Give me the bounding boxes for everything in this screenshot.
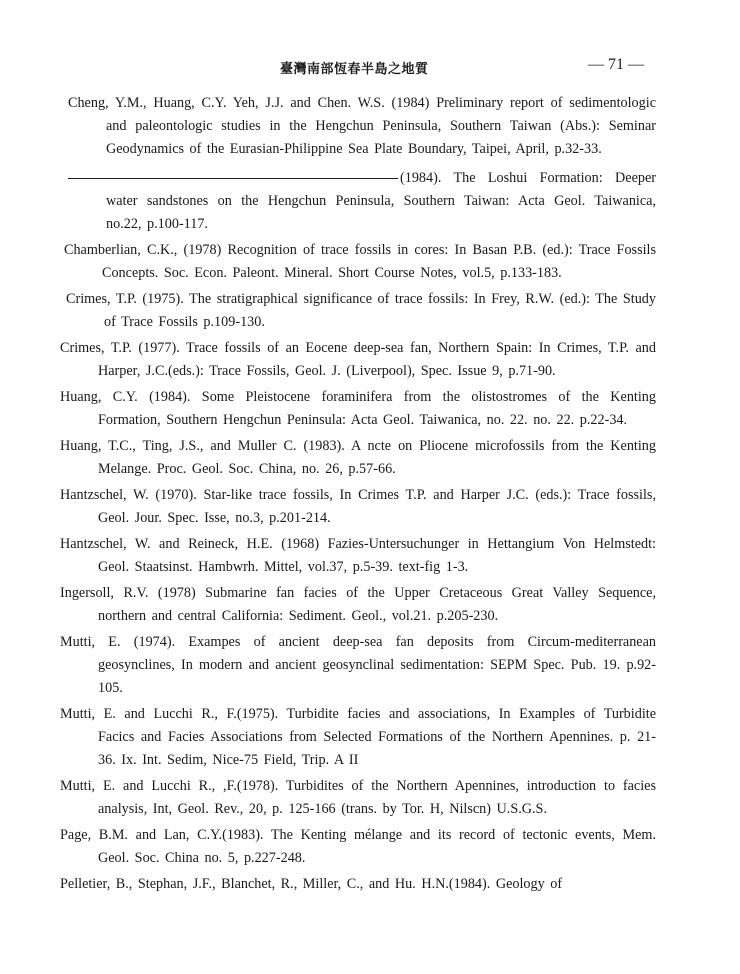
- reference-entry: Mutti, E. and Lucchi R., ,F.(1978). Turbidites of the Northern Apennines, introduction to facies analysis, Int, Geol. Rev., 20, p. 125-166 (trans. by Tor. H, Nilscn) U.S.G.S.: [60, 778, 656, 817]
- reference-entry: Page, B.M. and Lan, C.Y.(1983). The Kenting mélange and its record of tectonic events, Mem. Geol. Soc. China no. 5, p.227-248.: [60, 827, 656, 866]
- reference-entry: Ingersoll, R.V. (1978) Submarine fan facies of the Upper Cretaceous Great Valley Sequence, northern and central California: Sediment. Geol., vol.21. p.205-230.: [60, 585, 656, 624]
- reference-entry: Huang, C.Y. (1984). Some Pleistocene foraminifera from the olistostromes of the Kenting Formation, Southern Hengchun Peninsula: Acta Geol. Taiwanica, no. 22. no. 22. p.22-34.: [60, 389, 656, 428]
- reference-entry: Hantzschel, W. and Reineck, H.E. (1968) Fazies-Untersuchunger in Hettangium Von Helmstedt: Geol. Staatsinst. Hambwrh. Mittel, vol.37, p.5-39. text-fig 1-3.: [60, 536, 656, 575]
- reference-entry: Cheng, Y.M., Huang, C.Y. Yeh, J.J. and Chen. W.S. (1984) Preliminary report of sedimentologic and paleontologic studies in the Hengchun Peninsula, Southern Taiwan (Abs.): Seminar Geodynamics of the Eurasian-Philippine Sea Plate Boundary, Taipei, April, p.32-33.: [68, 95, 656, 157]
- reference-list: [60, 92, 656, 899]
- reference-entry: Mutti, E. (1974). Exampes of ancient deep-sea fan deposits from Circum-mediterranean geosynclines, In modern and ancient geosynclinal sedimentation: SEPM Spec. Pub. 19. p.92-105.: [60, 634, 656, 696]
- reference-entry: Huang, T.C., Ting, J.S., and Muller C. (1983). A ncte on Pliocene microfossils from the Kenting Melange. Proc. Geol. Soc. China, no. 26, p.57-66.: [60, 438, 656, 477]
- reference-entry: [68, 167, 656, 236]
- reference-entry: Mutti, E. and Lucchi R., F.(1975). Turbidite facies and associations, In Examples of Turbidite Facics and Facies Associations from Selected Formations of the Northern Apennines. p. 21-36. Ix. Int. Sedim, Nice-75 Field, Trip. A II: [60, 706, 656, 768]
- reference-text: (1984). The Loshui Formation: Deeper water sandstones on the Hengchun Peninsula, Southern Taiwan: Acta Geol. Taiwanica, no.22, p.100-117.: [106, 170, 656, 232]
- reference-entry: Crimes, T.P. (1977). Trace fossils of an Eocene deep-sea fan, Northern Spain: In Crimes, T.P. and Harper, J.C.(eds.): Trace Fossils, Geol. J. (Liverpool), Spec. Issue 9, p.71-90.: [60, 340, 656, 379]
- reference-entry: Pelletier, B., Stephan, J.F., Blanchet, R., Miller, C., and Hu. H.N.(1984). Geology of: [60, 876, 563, 892]
- page-number: — 71 —: [588, 56, 644, 73]
- repeated-author-rule: [68, 178, 398, 179]
- reference-entry: Hantzschel, W. (1970). Star-like trace fossils, In Crimes T.P. and Harper J.C. (eds.): Trace fossils, Geol. Jour. Spec. Isse, no.3, p.201-214.: [60, 487, 656, 526]
- reference-entry: Crimes, T.P. (1975). The stratigraphical significance of trace fossils: In Frey, R.W. (ed.): The Study of Trace Fossils p.109-130.: [66, 291, 656, 330]
- running-title: 臺灣南部恆春半島之地質: [280, 62, 429, 77]
- reference-entry: Chamberlian, C.K., (1978) Recognition of trace fossils in cores: In Basan P.B. (ed.): Trace Fossils Concepts. Soc. Econ. Paleont. Mineral. Short Course Notes, vol.5, p.133-183.: [64, 242, 656, 281]
